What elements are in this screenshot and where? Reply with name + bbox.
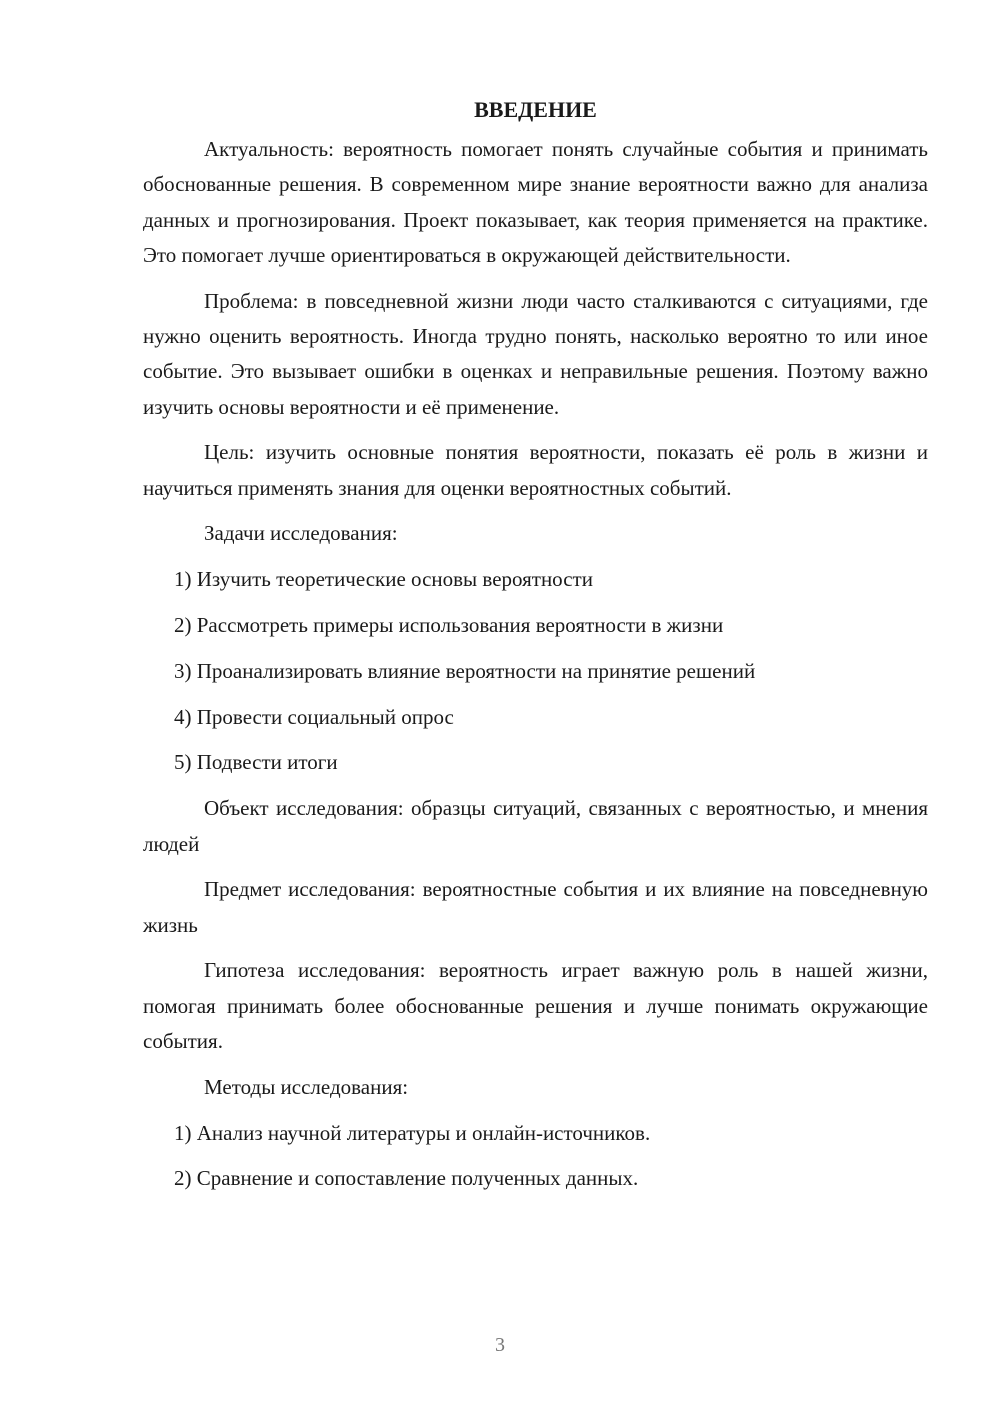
page-number: 3 [495,1334,505,1356]
task-item: 4) Провести социальный опрос [174,704,454,729]
document-page [143,92,928,1207]
task-item: 1) Изучить теоретические основы вероятности [174,567,593,592]
subject-paragraph: Предмет исследования: вероятностные события и их влияние на повседневную жизнь [143,877,928,937]
section-title: ВВЕДЕНИЕ [474,97,597,122]
task-item: 3) Проанализировать влияние вероятности на принятие решений [174,658,756,683]
method-item: 2) Сравнение и сопоставление полученных данных. [174,1166,639,1191]
relevance-paragraph: Актуальность: вероятность помогает понять случайные события и принимать обоснованные решения. В современном мире знание вероятности важно для анализа данных и прогнозирования. Проект показывает, как теория применяется на практике. Это помогает лучше ориентироваться в окружающей действительности. [143,137,928,267]
hypothesis-paragraph: Гипотеза исследования: вероятность играет важную роль в нашей жизни, помогая принимать более обоснованные решения и лучше понимать окружающие события. [143,958,928,1054]
task-item: 5) Подвести итоги [174,750,338,775]
tasks-heading: Задачи исследования: [204,521,398,546]
method-item: 1) Анализ научной литературы и онлайн-источников. [174,1120,651,1145]
methods-heading: Методы исследования: [204,1074,409,1099]
goal-paragraph: Цель: изучить основные понятия вероятности, показать её роль в жизни и научиться применять знания для оценки вероятностных событий. [143,440,928,500]
object-paragraph: Объект исследования: образцы ситуаций, связанных с вероятностью, и мнения людей [143,796,928,856]
problem-paragraph: Проблема: в повседневной жизни люди часто сталкиваются с ситуациями, где нужно оценить вероятность. Иногда трудно понять, насколько вероятно то или иное событие. Это вызывает ошибки в оценках и неправильные решения. Поэтому важно изучить основы вероятности и её применение. [143,288,928,419]
task-item: 2) Рассмотреть примеры использования вероятности в жизни [174,613,724,638]
